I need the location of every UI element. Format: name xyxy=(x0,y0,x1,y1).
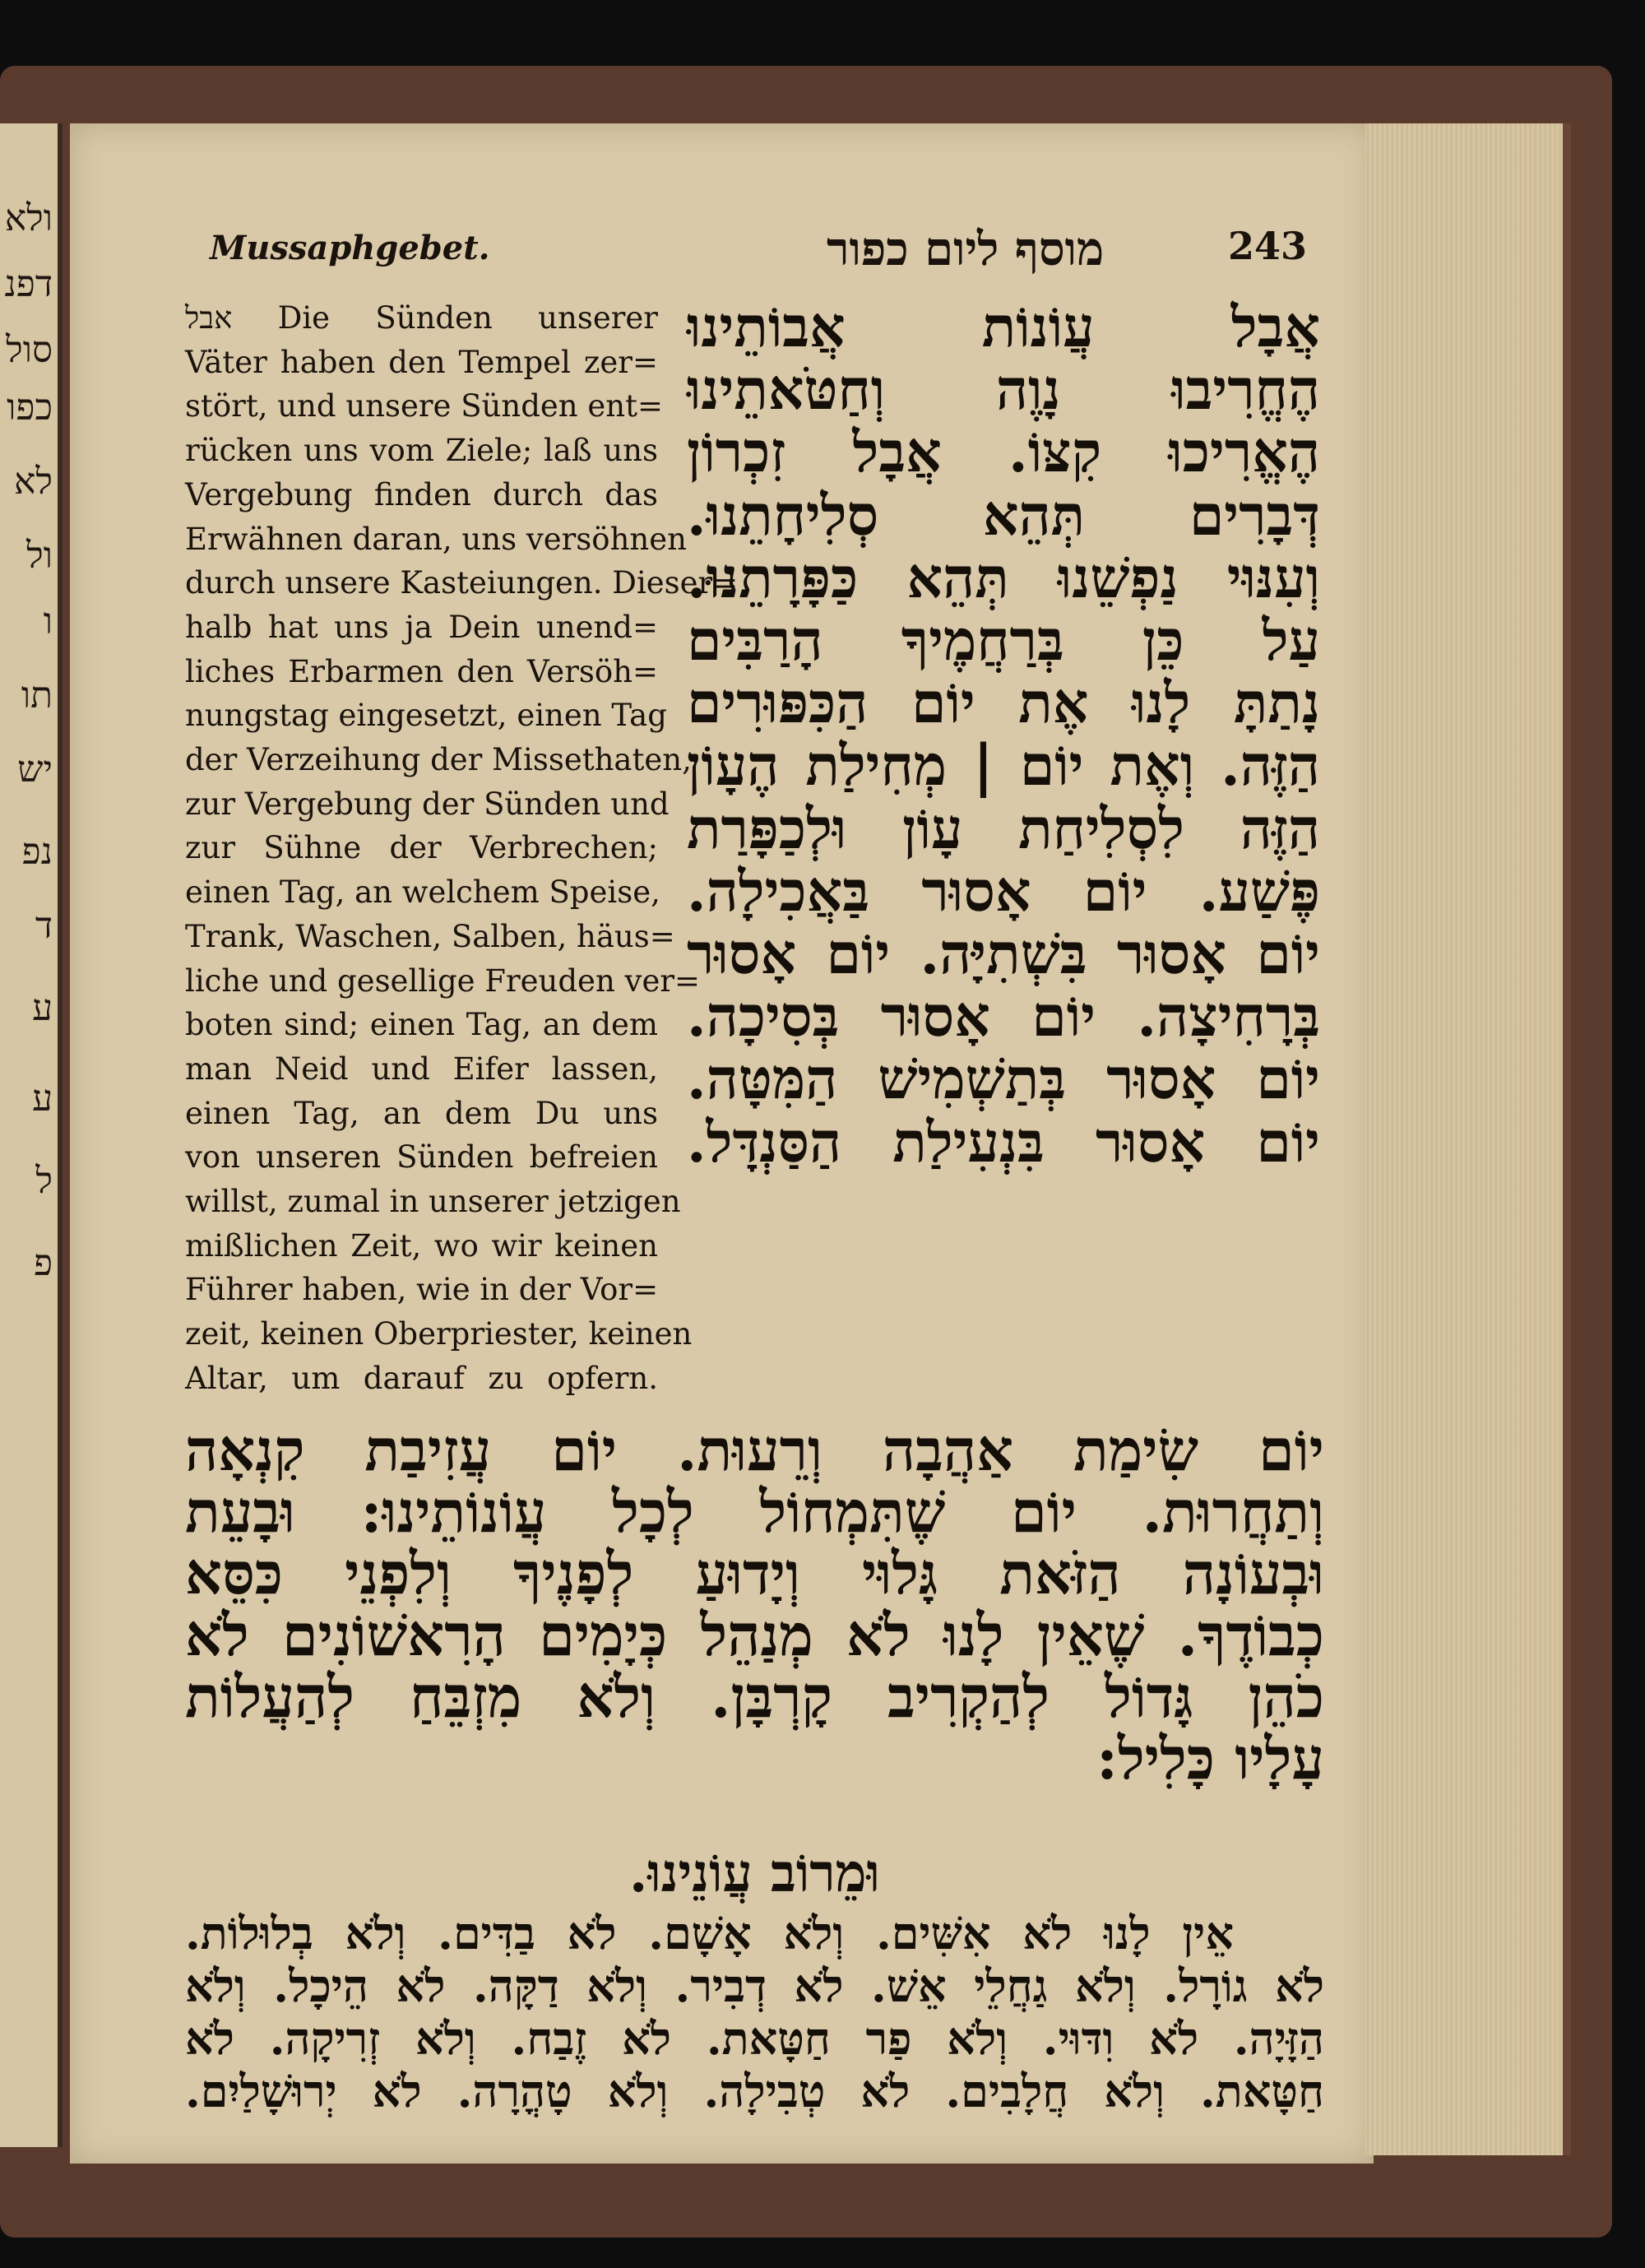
hebrew-text-line: וְתַחֲרוּת. יוֹם שֶׁתִּמְחוֹל לְכָל עֲוֹנוֹתֵינוּ: וּבָעֵת xyxy=(185,1477,1324,1546)
german-text-line: liches Erbarmen den Versöh= xyxy=(185,653,658,689)
german-text-line: einen Tag, an welchem Speise, xyxy=(185,874,660,911)
hebrew-text-line: בְּרָחִיצָה. יוֹם אָסוּר בְּסִיכָה. xyxy=(687,984,1320,1051)
german-text-line: Vergebung finden durch das xyxy=(185,476,658,513)
hebrew-text-line: כְבוֹדֶךָ. שֶׁאֵין לָנוּ לֹא מְנַהֵל כְּיָמִים הָרִאשׁוֹנִים לֹא xyxy=(185,1601,1324,1669)
german-text-line: der Verzeihung der Missethaten, xyxy=(185,742,692,778)
german-text-line: man Neid und Eifer lassen, xyxy=(185,1051,658,1087)
previous-page-fragment: תו xyxy=(21,675,53,717)
section-heading: וּמֵרוֹב עֲוֹנֵינוּ. xyxy=(629,1843,880,1904)
german-text-line: rücken uns vom Ziele; laß uns xyxy=(185,433,658,469)
hebrew-text-line: עַל כֵּן בְּרַחֲמֶיךָ הָרַבִּים xyxy=(687,608,1320,675)
german-text-line: liche und gesellige Freuden ver= xyxy=(185,962,701,999)
german-text-line: halb hat uns ja Dein unend= xyxy=(185,609,658,645)
german-text-line: nungstag eingesetzt, einen Tag xyxy=(185,698,667,734)
german-text-line: Altar, um darauf zu opfern. xyxy=(185,1360,658,1396)
previous-page-fragment: דפנ xyxy=(4,263,53,305)
running-head-hebrew: מוסף ליום כפור xyxy=(827,222,1105,276)
hebrew-text-line: הַזֶּה. וְאֶת יוֹם | מְחִילַת הֶעָוֹן xyxy=(687,733,1320,800)
book-page xyxy=(70,123,1374,2164)
german-text-line: Trank, Waschen, Salben, häus= xyxy=(185,918,675,954)
german-text-line: stört, und unsere Sünden ent= xyxy=(185,388,663,424)
hebrew-text-line: יוֹם אָסוּר בִּנְעִילַת הַסַּנְדָּל. xyxy=(687,1109,1320,1176)
german-text-line: zur Vergebung der Sünden und xyxy=(185,786,670,822)
german-text-line: Väter haben den Tempel zer= xyxy=(185,344,658,380)
hebrew-text-line: דְּבָרִים תְּהֵא סְלִיחָתֵנוּ. xyxy=(687,482,1320,549)
page-edges xyxy=(1365,123,1571,2155)
hebrew-prayer-full-width xyxy=(185,1416,1324,1793)
previous-page-fragment: לא xyxy=(14,461,53,503)
hebrew-prayer-column xyxy=(687,296,1320,1174)
previous-page-fragment: ע xyxy=(32,987,53,1029)
previous-page-fragment: יש xyxy=(17,749,53,791)
previous-page-fragment: ד xyxy=(35,905,53,947)
hebrew-text-line: הֶאֱרִיכוּ קִצּוֹ. אֲבָל זִכְרוֹן xyxy=(687,420,1320,486)
running-head-german: Mussaphgebet. xyxy=(210,229,490,267)
german-text-line: boten sind; einen Tag, an dem xyxy=(185,1007,658,1043)
page-number: 243 xyxy=(1228,224,1308,268)
hebrew-small-text-line: הַזָּיָה. לֹא וִדּוּי. וְלֹא פַר חַטָּאת. לֹא זֶבַח. וְלֹא זְרִיקָה. לֹא xyxy=(185,2012,1324,2065)
german-text-line: willst, zumal in unserer jetzigen xyxy=(185,1184,681,1220)
hebrew-text-line: יוֹם אָסוּר בִּשְׁתִיָּה. יוֹם אָסוּר xyxy=(687,921,1320,988)
german-text-line: zeit, keinen Oberpriester, keinen xyxy=(185,1316,693,1352)
german-text-line: zur Sühne der Verbrechen; xyxy=(185,830,658,866)
hebrew-text-line: וּבְעוֹנָה הַזֹּאת גָּלוּי וְיָדוּעַ לְפָנֶיךָ וְלִפְנֵי כִּסֵּא xyxy=(185,1539,1324,1607)
previous-page-fragment: ו xyxy=(43,601,53,642)
german-text-line: Erwähnen daran, uns versöhnen xyxy=(185,521,687,557)
hebrew-text-line: נָתַתָּ לָנוּ אֶת יוֹם הַכִּפּוּרִים xyxy=(687,670,1320,737)
hebrew-text-line: יוֹם שִׂימַת אַהֲבָה וְרֵעוּת. יוֹם עֲזִיבַת קִנְאָה xyxy=(185,1416,1324,1484)
previous-page-fragment: ולא xyxy=(4,197,53,239)
previous-page-fragment: ל xyxy=(35,1160,53,1202)
hebrew-text-line: יוֹם אָסוּר בְּתַשְׁמִישׁ הַמִּטָּה. xyxy=(687,1046,1320,1113)
previous-page-fragment: ול xyxy=(26,535,53,577)
previous-page-fragment: פ xyxy=(33,1242,53,1284)
previous-page-fragment: כפו xyxy=(7,387,53,429)
hebrew-small-text-line: חַטָּאת. וְלֹא חֲלָבִים. לֹא טְבִילָה. וְלֹא טָהֳרָה. לֹא יְרוּשָׁלַיִם. xyxy=(185,2065,1324,2117)
hebrew-small-text-line: אֵין לָנוּ לֹא אִשִּׁים. וְלֹא אָשָׁם. לֹא בַדִּים. וְלֹא בְלוּלוֹת. xyxy=(185,1907,1234,1960)
hebrew-text-line: וְעִנּוּי נַפְשֵׁנוּ תְּהֵא כַּפָּרָתֵנוּ. xyxy=(687,545,1320,611)
hebrew-text-line: כֹהֵן גָּדוֹל לְהַקְרִיב קָרְבָּן. וְלֹא מִזְבֵּחַ לְהַעֲלוֹת xyxy=(185,1663,1324,1731)
previous-page-fragment: סול xyxy=(6,329,53,371)
hebrew-small-text-line: לֹא גוֹרָל. וְלֹא גַחֲלֵי אֵשׁ. לֹא דְבִיר. וְלֹא דַקָּה. לֹא הֵיכָל. וְלֹא xyxy=(185,1960,1324,2012)
hebrew-text-line: עָלָיו כָּלִיל: xyxy=(1096,1724,1324,1793)
previous-page-fragment: נפ xyxy=(21,831,53,873)
previous-page-fragment: ע xyxy=(32,1078,53,1120)
hebrew-text-line: אֲבָל עֲוֹנוֹת אֲבוֹתֵינוּ xyxy=(687,295,1320,360)
hebrew-text-line: הַזֶּה לִסְלִיחַת עָוֹן וּלְכַפָּרַת xyxy=(687,795,1320,862)
hebrew-text-line: פֶּשַׁע. יוֹם אָסוּר בַּאֲכִילָה. xyxy=(687,858,1320,925)
german-text-line: von unseren Sünden befreien xyxy=(185,1139,658,1176)
previous-page-edge xyxy=(0,123,63,2147)
german-text-line: Führer haben, wie in der Vor= xyxy=(185,1272,659,1308)
german-text-line: durch unsere Kasteiungen. Dieser= xyxy=(185,565,739,601)
german-text-line: einen Tag, an dem Du uns xyxy=(185,1095,658,1131)
german-text-line: אבל Die Sünden unserer xyxy=(185,300,658,336)
german-text-line: mißlichen Zeit, wo wir keinen xyxy=(185,1227,658,1264)
hebrew-text-line: הֶחֱרִיבוּ נָוֶה וְחַטֹּאתֵינוּ xyxy=(687,357,1320,424)
german-translation-column xyxy=(185,296,739,1401)
hebrew-small-paragraph xyxy=(185,1907,1324,2117)
